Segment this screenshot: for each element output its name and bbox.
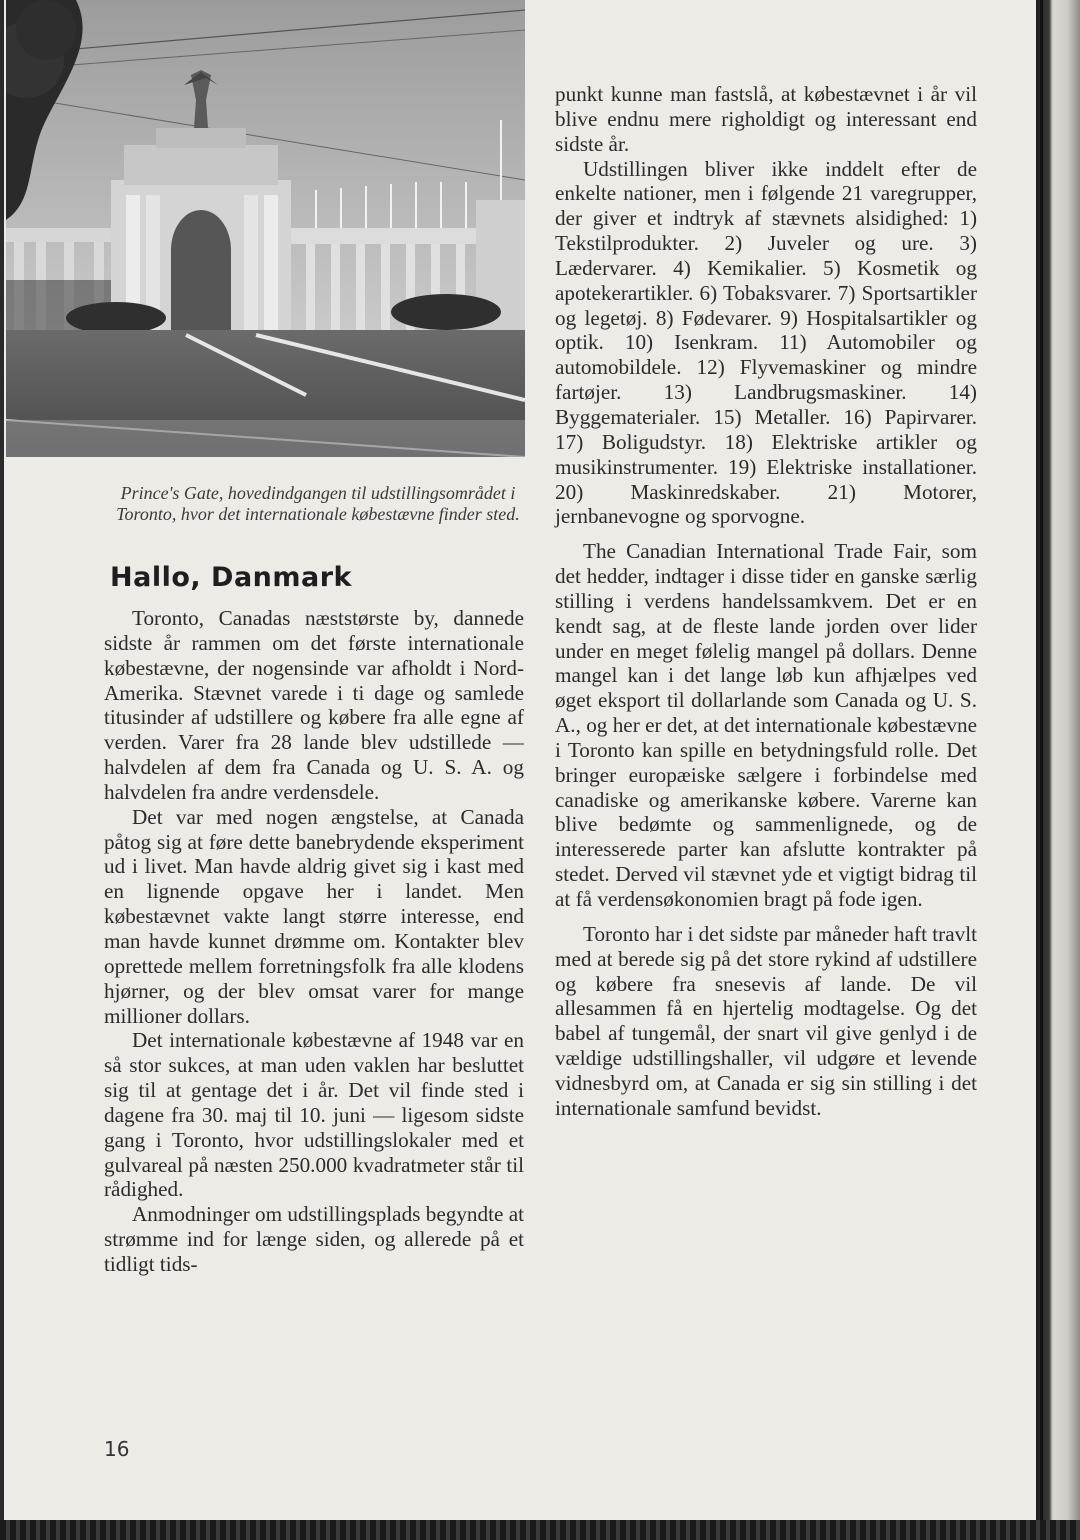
adjacent-page-edge [1036, 0, 1080, 1540]
right-paragraph-1: punkt kunne man fastslå, at købestævnet i år vil blive endnu mere righoldigt og interessant end sidste år. [555, 82, 977, 156]
page-number: 16 [104, 1437, 130, 1461]
left-paragraph-2: Det var med nogen ængstelse, at Canada påtog sig at føre dette banebrydende eksperiment ud i livet. Man havde aldrig givet sig i kast med en lignende opgave her i landet. Men købestævnet vakte langt større interesse, end man havde kunnet drømme om. Kontakter blev oprettede mellem forretningsfolk fra alle klodens hjørner, og der blev omsat varer for mange millioner dollars. [104, 804, 524, 1028]
right-column [555, 82, 977, 1121]
princes-gate-photo [6, 0, 525, 457]
scan-bottom-edge [0, 1520, 1080, 1540]
article-headline: Hallo, Danmark [110, 562, 353, 593]
right-paragraph-2: Udstillingen bliver ikke inddelt efter de enkelte nationer, men i følgende 21 varegrupper, der giver et indtryk af stævnets alsidighed: 1) Tekstilprodukter. 2) Juveler og ure. 3) Lædervarer. 4) Kemikalier. 5) Kosmetik og apotekerartikler. 6) Tobaksvarer. 7) Sportsartikler og legetøj. 8) Fødevarer. 9) Hospitalsartikler og optik. 10) Isenkram. 11) Automobiler og automobildele. 12) Flyvemaskiner og mindre fartøjer. 13) Landbrugsmaskiner. 14) Byggematerialer. 15) Metaller. 16) Papirvarer. 17) Boligudstyr. 18) Elektriske artikler og musikinstrumenter. 19) Elektriske installationer. 20) Maskinredskaber. 21) Motorer, jernbanevogne og sporvogne. [555, 156, 977, 529]
right-paragraph-4: Toronto har i det sidste par måneder haft travlt med at berede sig på det store rykind af udstillere og købere fra snesevis af lande. De vil allesammen få en hjertelig modtagelse. Og det babel af tungemål, der snart vil give genlyd i de vældige udstillingshaller, vil udgøre et levende vidnesbyrd om, at Canada er sig sin stilling i det internationale samfund bevidst. [555, 921, 977, 1120]
photo-caption: Prince's Gate, hovedindgangen til udstillingsområdet i Toronto, hvor det internationale købestævne finder sted. [116, 483, 520, 524]
right-paragraph-3: The Canadian International Trade Fair, som det hedder, indtager i disse tider en ganske særlig stilling i verdens handelssamkvem. Det er en kendt sag, at de fleste lande jorden over lider under en meget følelig mangel på dollars. Denne mangel kan i det lange løb kun afhjælpes ved øget eksport til dollarlande som Canada og U. S. A., og her er det, at det internationale købestævne i Toronto kan spille en betydningsfuld rolle. Det bringer europæiske sælgere i forbindelse med canadiske og amerikanske købere. Varerne kan blive bedømte og sammenlignede, og de interesserede parter kan afslutte kontrakter på stedet. Derved vil stævnet yde et vigtigt bidrag til at få verdensøkonomien bragt på fode igen. [555, 539, 977, 911]
left-paragraph-3: Det internationale købestævne af 1948 var en så stor sukces, at man uden vaklen har besluttet sig til at gentage det i år. Det vil finde sted i dagene fra 30. maj til 10. juni — ligesom sidste gang i Toronto, hvor udstillingslokaler med et gulvareal på næsten 250.000 kvadratmeter står til rådighed. [104, 1028, 524, 1202]
left-paragraph-1: Toronto, Canadas næststørste by, dannede sidste år rammen om det første internationale købestævne, der nogensinde var afholdt i Nord-Amerika. Stævnet varede i ti dage og samlede titusinder af udstillere og købere fra alle egne af verden. Varer fra 28 lande blev udstillede — halvdelen af dem fra Canada og U. S. A. og halvdelen fra andre verdensdele. [104, 606, 524, 804]
left-paragraph-4: Anmodninger om udstillingsplads begyndte at strømme ind for længe siden, og allerede på et tidligt tids- [104, 1202, 524, 1276]
photo-illustration [6, 0, 525, 457]
left-column [104, 606, 524, 1277]
